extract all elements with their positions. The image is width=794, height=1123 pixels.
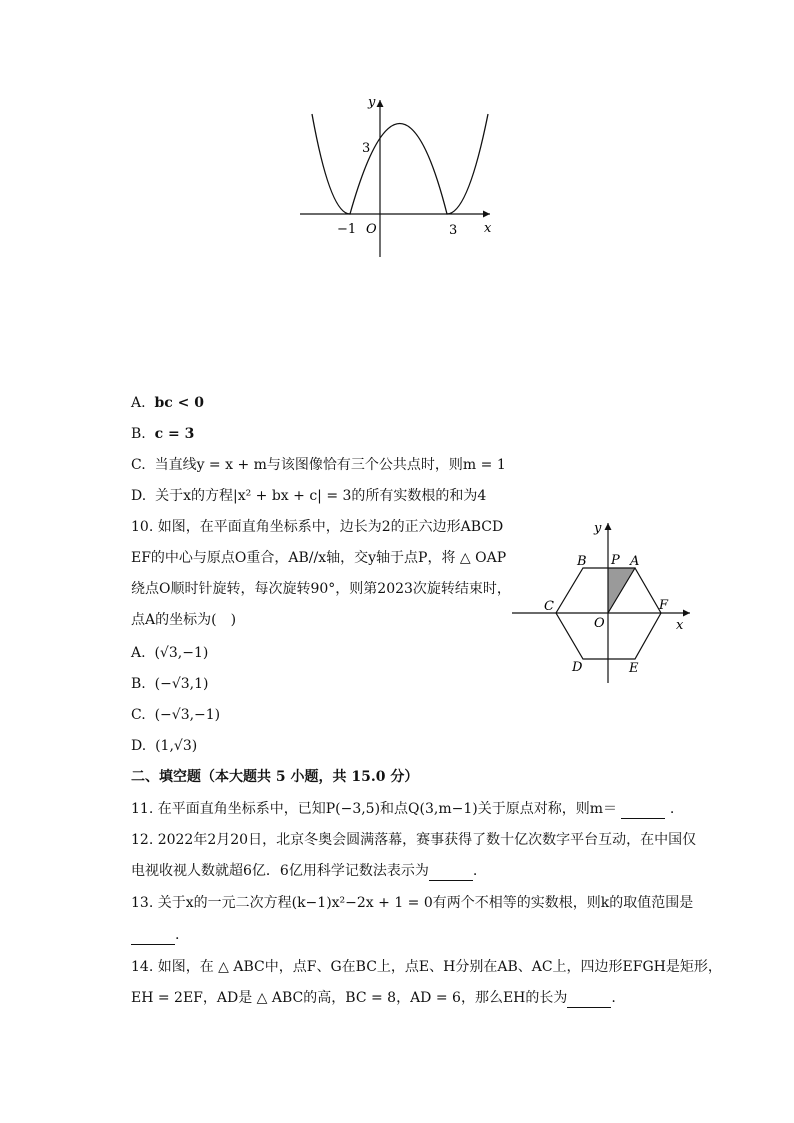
section-2-title: 二、填空题（本大题共 5 小题，共 15.0 分）: [131, 769, 419, 785]
q12-answer-blank[interactable]: [429, 866, 473, 881]
origin-label: O: [366, 222, 377, 237]
q9-option-b: B. c = 3: [131, 426, 195, 442]
q12-line-2: 电视收视人数就超6亿．6亿用科学记数法表示为 .: [131, 863, 478, 879]
q12-line-1: 12. 2022年2月20日，北京冬奥会圆满落幕，赛事获得了数十亿次数字平台互动，在中国仅: [131, 832, 697, 848]
graph-curve: [312, 114, 488, 214]
label-C: C: [544, 599, 554, 614]
q10-option-b: B. (−√3,1): [131, 676, 209, 692]
q11-answer-blank[interactable]: [621, 804, 665, 819]
q10-line-4: 点A的坐标为( ): [131, 612, 237, 628]
q10-line-2: EF的中心与原点O重合，AB//x轴，交y轴于点P，将 △ OAP: [131, 550, 507, 566]
q9-option-a: A. bc < 0: [131, 395, 205, 411]
q13-line-1: 13. 关于x的一元二次方程(k−1)x²−2x + 1 = 0有两个不相等的实数根，则k的取值范围是: [131, 895, 694, 911]
x-label: x: [676, 618, 684, 633]
label-A: A: [630, 554, 640, 569]
label-D: D: [572, 660, 583, 675]
q10-line-3: 绕点O顺时针旋转，每次旋转90°，则第2023次旋转结束时，: [131, 581, 511, 597]
q10-option-a: A. (√3,−1): [131, 645, 209, 661]
q13-answer-blank[interactable]: [131, 930, 175, 945]
q14-answer-blank[interactable]: [567, 993, 611, 1008]
q13-line-2: .: [131, 925, 179, 945]
label-O: O: [594, 616, 605, 631]
q11: 11. 在平面直角坐标系中，已知P(−3,5)和点Q(3,m−1)关于原点对称，则m＝ .: [131, 801, 675, 817]
label-E: E: [629, 661, 639, 676]
parabola-graph: [290, 92, 510, 262]
tick-x-3: 3: [449, 223, 458, 238]
hexagon-graph: [508, 517, 698, 687]
label-F: F: [659, 598, 669, 613]
q9-option-d: D. 关于x的方程|x² + bx + c| = 3的所有实数根的和为4: [131, 488, 487, 504]
q14-line-1: 14. 如图，在 △ ABC中，点F、G在BC上，点E、H分别在AB、AC上，四边形EFGH是矩形，: [131, 959, 722, 975]
x-label: x: [484, 221, 492, 236]
y-label: y: [368, 95, 376, 110]
q10-option-d: D. (1,√3): [131, 738, 198, 754]
y-label: y: [594, 521, 602, 536]
label-B: B: [577, 554, 587, 569]
q9-option-c: C. 当直线y = x + m与该图像恰有三个公共点时，则m = 1: [131, 457, 506, 473]
tick-y-3: 3: [362, 141, 371, 156]
q10-option-c: C. (−√3,−1): [131, 707, 221, 723]
q14-line-2: EH = 2EF，AD是 △ ABC的高，BC = 8，AD = 6，那么EH的长为 .: [131, 990, 616, 1006]
q10-line-1: 10. 如图，在平面直角坐标系中，边长为2的正六边形ABCD: [131, 519, 504, 535]
tick-x-neg1: −1: [337, 222, 357, 237]
label-P: P: [611, 553, 620, 568]
